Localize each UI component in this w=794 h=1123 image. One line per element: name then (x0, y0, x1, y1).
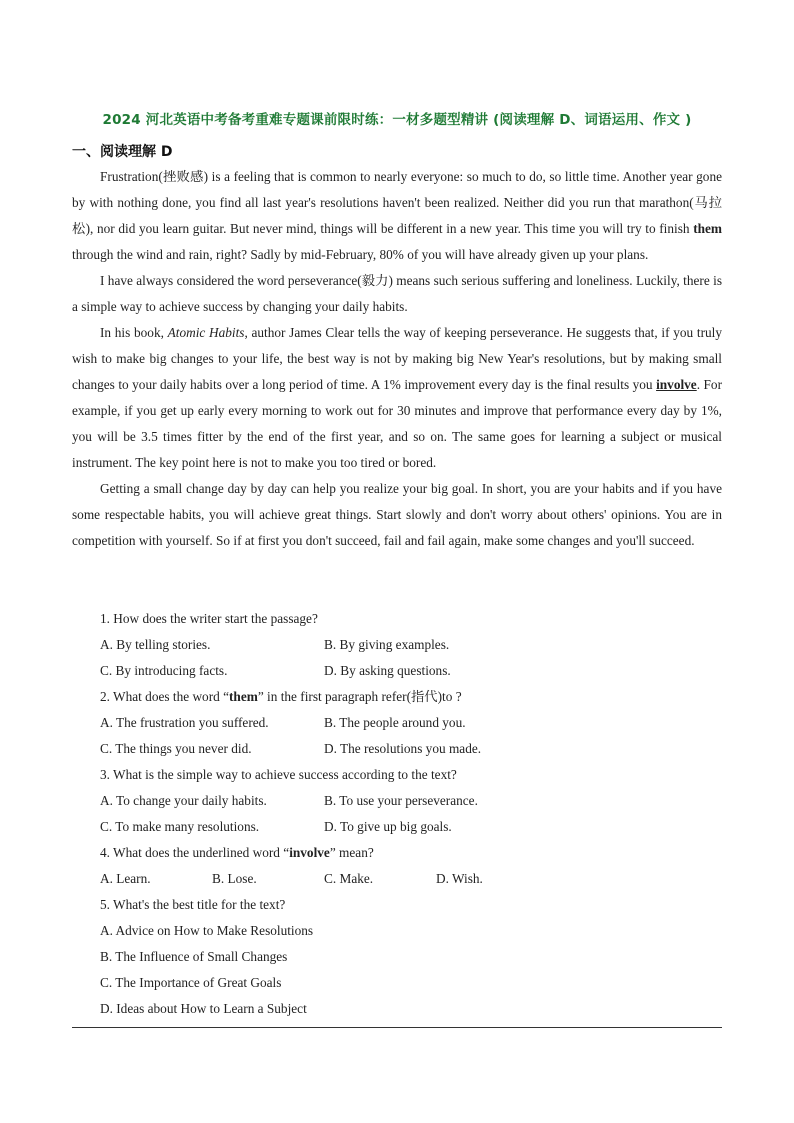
option-c: C. By introducing facts. (100, 663, 228, 678)
document-title: 2024 河北英语中考备考重难专题课前限时练：一材多题型精讲 (阅读理解 D、词语运用、作文 ) (102, 112, 692, 128)
bold-word-them: them (693, 221, 722, 236)
question-1-options-row-1 (100, 632, 720, 658)
paragraph-2: I have always considered the word perseverance(毅力) means such serious suffering and loneliness. Luckily, there is a simple way to achieve success by changing your daily habits. (72, 273, 722, 314)
option-c: C. The Importance of Great Goals (100, 975, 282, 990)
question-2-stem: 2. What does the word “them” in the first paragraph refer(指代)to ? (100, 689, 462, 704)
footer-divider (72, 1027, 722, 1028)
question-3-options-row-1 (100, 788, 720, 814)
option-a: A. By telling stories. (100, 637, 211, 652)
option-a: A. Advice on How to Make Resolutions (100, 923, 314, 938)
underlined-word-involve: involve (656, 377, 697, 392)
question-1-stem: 1. How does the writer start the passage? (100, 611, 318, 626)
option-d: D. To give up big goals. (324, 819, 452, 834)
option-a: A. To change your daily habits. (100, 793, 267, 808)
question-3-options-row-2 (100, 814, 720, 840)
option-d: D. By asking questions. (324, 663, 451, 678)
question-4-options (100, 866, 720, 892)
reading-passage (72, 164, 722, 554)
book-title: Atomic Habits (167, 325, 245, 340)
question-list (100, 606, 720, 1022)
option-b: B. The people around you. (324, 715, 466, 730)
option-d: D. Ideas about How to Learn a Subject (100, 1001, 307, 1016)
option-b: B. Lose. (212, 871, 257, 886)
option-b: B. The Influence of Small Changes (100, 949, 288, 964)
option-b: B. To use your perseverance. (324, 793, 478, 808)
option-a: A. Learn. (100, 871, 151, 886)
question-4-stem: 4. What does the underlined word “involve” mean? (100, 845, 374, 860)
question-2-options-row-2 (100, 736, 720, 762)
question-2-options-row-1 (100, 710, 720, 736)
paragraph-3: In his book, Atomic Habits, author James Clear tells the way of keeping perseverance. He suggests that, if you truly wish to make big changes to your life, the best way is not by making big New Year's resolutions, but by making small changes to your daily habits over a long period of time. A 1% improvement every day is the final results you involve. For example, if you get up early every morning to work out for 30 minutes and improve that performance every day by 1%, you will be 3.5 times fitter by the end of the first year, and so on. The same goes for learning a subject or musical instrument. The key point here is not to make you too tired or bored. (72, 325, 723, 470)
option-c: C. To make many resolutions. (100, 819, 260, 834)
option-b: B. By giving examples. (324, 637, 450, 652)
paragraph-1: Frustration(挫败感) is a feeling that is common to nearly everyone: so much to do, so little time. Another year gone by with nothing done, you find all last year's resolutions haven't been realized. Neither did you run that marathon(马拉松), nor did you learn guitar. But never mind, things will be different in a new year. This time you will try to finish them through the wind and rain, right? Sadly by mid-February, 80% of you will have already given up your plans. (72, 169, 722, 262)
section-heading: 一、阅读理解 D (72, 144, 173, 160)
paragraph-4: Getting a small change day by day can help you realize your big goal. In short, you are your habits and if you have some respectable habits, you will achieve great things. Start slowly and don't worry about others' opinions. You are in competition with yourself. So if at first you don't succeed, fail and fail again, make some changes and you'll succeed. (72, 481, 722, 548)
option-d: D. The resolutions you made. (324, 741, 482, 756)
question-1-options-row-2 (100, 658, 720, 684)
question-3-stem: 3. What is the simple way to achieve success according to the text? (100, 767, 457, 782)
option-a: A. The frustration you suffered. (100, 715, 269, 730)
option-c: C. The things you never did. (100, 741, 252, 756)
option-d: D. Wish. (436, 871, 483, 886)
option-c: C. Make. (324, 871, 374, 886)
question-5-stem: 5. What's the best title for the text? (100, 897, 286, 912)
